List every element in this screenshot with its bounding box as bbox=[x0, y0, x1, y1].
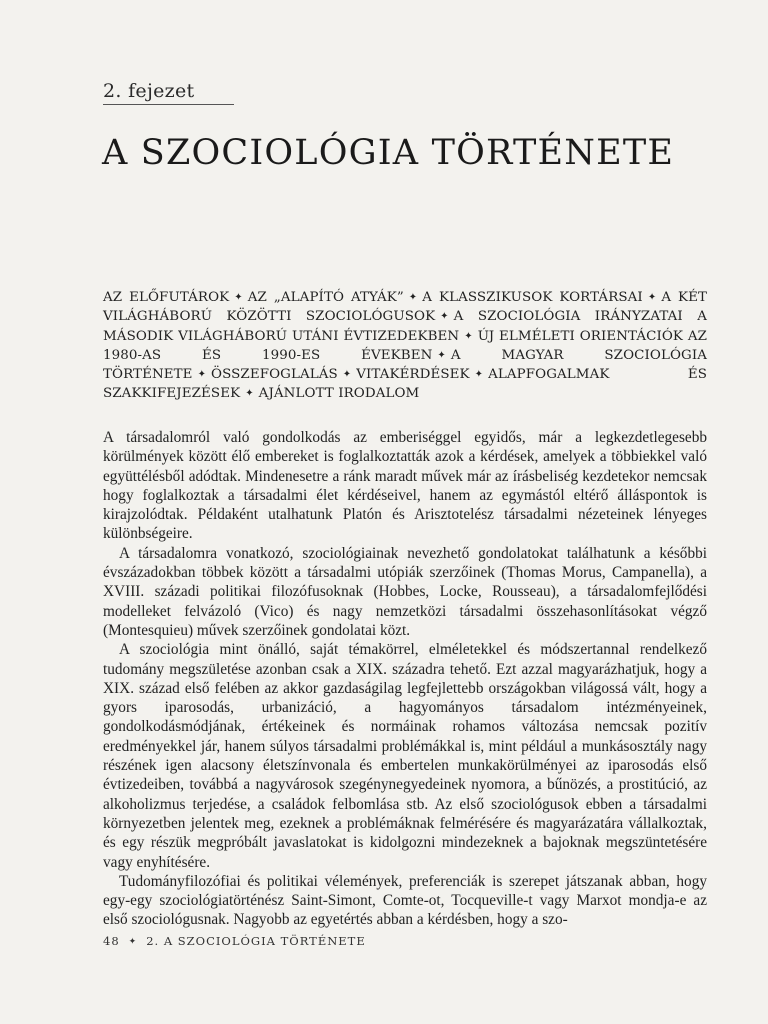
diamond-separator-icon: ✦ bbox=[342, 369, 352, 381]
body-paragraph: Tudományfilozófiai és politikai vélemények, preferenciák is szerepet játszanak abban, hogy egy-egy szociológiatörténész Saint-Simont, Comte-ot, Tocqueville-t vagy Marxot mondja-e az első szociológusnak. Nagyobb az egyetértés abban a kérdésben, hogy a szo- bbox=[103, 872, 707, 929]
diamond-separator-icon: ✦ bbox=[440, 311, 449, 323]
diamond-separator-icon: ✦ bbox=[234, 292, 243, 303]
contents-item: A MAGYAR SZOCIOLÓGIA TÖRTÉNETE bbox=[103, 347, 708, 383]
diamond-separator-icon: ✦ bbox=[464, 330, 473, 342]
page-footer bbox=[103, 934, 366, 948]
contents-item: AJÁNLOTT IRODALOM bbox=[258, 386, 420, 402]
diamond-separator-icon: ✦ bbox=[408, 292, 418, 303]
chapter-body bbox=[103, 428, 707, 930]
contents-item: AZ ELŐFUTÁROK bbox=[103, 290, 230, 305]
diamond-separator-icon: ✦ bbox=[128, 937, 138, 947]
contents-item: ÖSSZEFOGLALÁS bbox=[211, 367, 338, 383]
contents-item: A SZOCIOLÓGIA IRÁNYZATAI A MÁSODIK VILÁGHÁBORÚ UTÁNI ÉVTIZEDEKBEN bbox=[103, 309, 707, 344]
body-paragraph: A társadalomról való gondolkodás az emberiséggel egyidős, már a legkezdetlegesebb körülmények között élő embereket is foglalkoztatták azok a kérdések, amelyek a többiekkel való együttélésből adódtak. Mindenesetre a ránk maradt művek már az írásbeliség kezdetekor nemcsak hogy foglalkoztak a társadalmi élet kérdéseivel, hanem az egymástól eltérő álláspontok is kirajzolódtak. Példaként utalhatunk Platón és Arisztotelész társadalmi nézeteinek lényeges különbségeire. bbox=[103, 429, 707, 543]
diamond-separator-icon: ✦ bbox=[197, 369, 207, 381]
chapter-label: 2. fejezet bbox=[103, 80, 195, 102]
diamond-separator-icon: ✦ bbox=[437, 349, 446, 361]
diamond-separator-icon: ✦ bbox=[245, 388, 254, 400]
contents-item: ALAPFOGALMAK ÉS SZAKKIFEJEZÉSEK bbox=[103, 367, 707, 402]
contents-item: A KÉT VILÁGHÁBORÚ KÖZÖTTI SZOCIOLÓGUSOK bbox=[103, 290, 708, 325]
contents-item: A KLASSZIKUSOK KORTÁRSAI bbox=[422, 290, 643, 305]
diamond-separator-icon: ✦ bbox=[474, 369, 484, 381]
contents-item: ÚJ ELMÉLETI ORIENTÁCIÓK AZ 1980-AS ÉS 1990-ES ÉVEKBEN bbox=[103, 328, 707, 363]
chapter-title: A SZOCIOLÓGIA TÖRTÉNETE bbox=[102, 133, 675, 174]
chapter-rule bbox=[103, 104, 234, 105]
diamond-separator-icon: ✦ bbox=[647, 292, 657, 303]
contents-item: AZ „ALAPÍTÓ ATYÁK” bbox=[247, 290, 404, 305]
running-title: 2. A SZOCIOLÓGIA TÖRTÉNETE bbox=[146, 934, 366, 948]
body-paragraph: A szociológia mint önálló, saját témakörrel, elméletekkel és módszertannal rendelkező tudomány megszületése azonban csak a XIX. századra tehető. Ezt azzal magyarázhatjuk, hogy a XIX. század első felében az akkor gazdaságilag legfejlettebb országokban világossá vált, hogy a gyors iparosodás, urbanizáció, a hagyományos társadalom intézményeinek, gondolkodásmódjának, értékeinek és normáinak rohamos változása nemcsak pozitív eredményekkel jár, hanem súlyos társadalmi problémákkal is, mint például a munkásosztály nagy részének igen alacsony életszínvonala és embertelen munkakörülményei az iparosodás első évtizedeiben, továbbá a nagyvárosok szegénynegyedeinek nyomora, a bűnözés, a prostitúció, az alkoholizmus terjedése, a családok felbomlása stb. Az első szociológusok ebben a társadalmi környezetben jelentek meg, ezeknek a problémáknak felmérésére és magyarázatára vállalkoztak, és egy részük megpróbált javaslatokat is kidolgozni mindezeknek a bajoknak megszüntetésére vagy enyhítésére. bbox=[103, 641, 707, 871]
page-number: 48 bbox=[103, 934, 120, 948]
body-paragraph: A társadalomra vonatkozó, szociológiainak nevezhető gondolatokat találhatunk a későbbi évszázadokban többek között a társadalmi utópiák szerzőinek (Thomas Morus, Campanella), a XVIII. századi politikai filozófusoknak (Hobbes, Locke, Rousseau), a társadalomfejlődési modelleket felvázoló (Vico) és nagy nemzetközi társadalmi összehasonlításokat végző (Montesquieu) művek szerzőinek gondolatai közt. bbox=[103, 544, 707, 639]
chapter-contents bbox=[103, 288, 707, 404]
contents-item: VITAKÉRDÉSEK bbox=[356, 367, 470, 383]
